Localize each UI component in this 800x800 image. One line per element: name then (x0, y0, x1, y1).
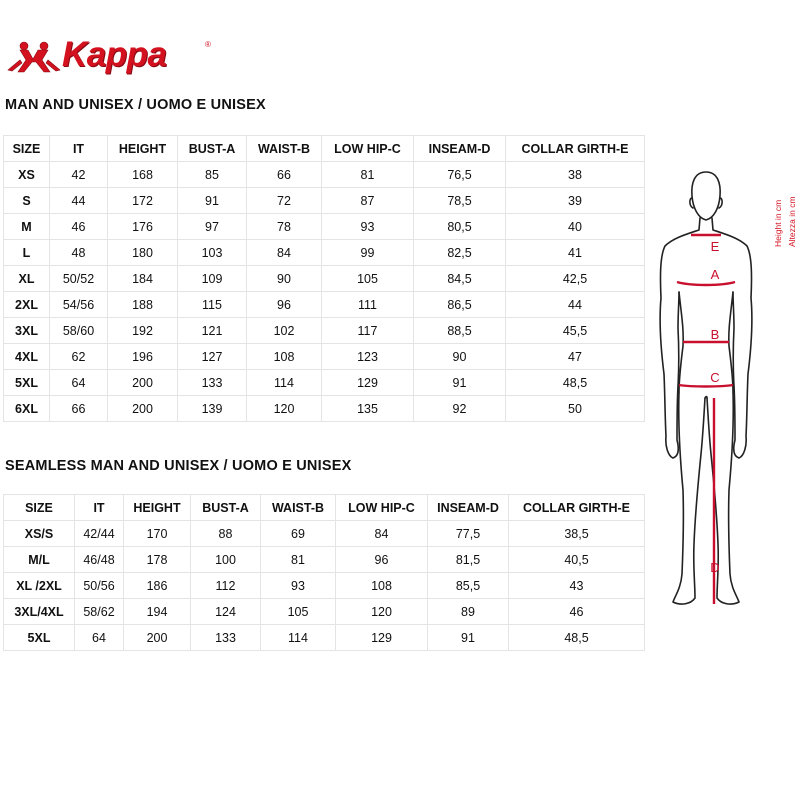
column-header: WAIST-B (261, 495, 336, 521)
table-cell: 69 (261, 521, 336, 547)
table-cell: 99 (322, 240, 414, 266)
table-cell: 112 (191, 573, 261, 599)
table-cell: 102 (247, 318, 322, 344)
table-cell: 85,5 (428, 573, 509, 599)
table-cell: 114 (261, 625, 336, 651)
table-cell: 117 (322, 318, 414, 344)
table-cell: 109 (178, 266, 247, 292)
table-cell: 48 (50, 240, 108, 266)
table-cell: 46/48 (75, 547, 124, 573)
table-cell: 40,5 (509, 547, 645, 573)
table-cell: 93 (322, 214, 414, 240)
label-inseam-d: D (710, 560, 720, 575)
table-row (4, 573, 645, 599)
label-hip-c: C (710, 370, 720, 385)
section-title-seamless: SEAMLESS MAN AND UNISEX / UOMO E UNISEX (5, 458, 352, 474)
table-cell: 196 (108, 344, 178, 370)
table-cell: 44 (506, 292, 645, 318)
table-cell: 133 (178, 370, 247, 396)
table-cell: 91 (178, 188, 247, 214)
table-cell: 84 (336, 521, 428, 547)
column-header: SIZE (4, 136, 50, 162)
column-header: BUST-A (191, 495, 261, 521)
size-cell: 5XL (4, 370, 50, 396)
size-cell: L (4, 240, 50, 266)
label-bust-a: A (710, 267, 720, 282)
size-cell: XL (4, 266, 50, 292)
table-header-row (4, 495, 645, 521)
table-cell: 108 (247, 344, 322, 370)
size-cell: 6XL (4, 396, 50, 422)
table-cell: 78 (247, 214, 322, 240)
table-cell: 81 (322, 162, 414, 188)
table-cell: 42 (50, 162, 108, 188)
column-header: SIZE (4, 495, 75, 521)
table-row (4, 240, 645, 266)
table-row (4, 162, 645, 188)
table-row (4, 547, 645, 573)
column-header: WAIST-B (247, 136, 322, 162)
table-cell: 78,5 (414, 188, 506, 214)
table-cell: 200 (108, 396, 178, 422)
table-cell: 66 (50, 396, 108, 422)
table-cell: 84 (247, 240, 322, 266)
body-measurement-figure (651, 106, 761, 612)
table-cell: 90 (247, 266, 322, 292)
table-cell: 43 (509, 573, 645, 599)
table-cell: 64 (75, 625, 124, 651)
table-cell: 123 (322, 344, 414, 370)
column-header: INSEAM-D (428, 495, 509, 521)
table-cell: 186 (124, 573, 191, 599)
table-cell: 194 (124, 599, 191, 625)
column-header: INSEAM-D (414, 136, 506, 162)
table-cell: 38 (506, 162, 645, 188)
size-table-seamless (3, 494, 645, 651)
table-cell: 90 (414, 344, 506, 370)
section-title-man-unisex: MAN AND UNISEX / UOMO E UNISEX (5, 97, 266, 113)
kappa-logo (6, 35, 211, 78)
table-cell: 103 (178, 240, 247, 266)
table-cell: 82,5 (414, 240, 506, 266)
column-header: HEIGHT (124, 495, 191, 521)
table-cell: 96 (336, 547, 428, 573)
table-cell: 184 (108, 266, 178, 292)
label-waist-b: B (710, 327, 720, 342)
size-cell: 3XL (4, 318, 50, 344)
table-cell: 42,5 (506, 266, 645, 292)
table-cell: 129 (336, 625, 428, 651)
table-cell: 168 (108, 162, 178, 188)
table-cell: 40 (506, 214, 645, 240)
table-cell: 39 (506, 188, 645, 214)
table-cell: 108 (336, 573, 428, 599)
table-body (4, 521, 645, 651)
table-cell: 93 (261, 573, 336, 599)
table-cell: 41 (506, 240, 645, 266)
size-cell: 4XL (4, 344, 50, 370)
table-cell: 111 (322, 292, 414, 318)
table-cell: 62 (50, 344, 108, 370)
table-cell: 91 (428, 625, 509, 651)
table-cell: 58/60 (50, 318, 108, 344)
table-cell: 133 (191, 625, 261, 651)
table-cell: 48,5 (509, 625, 645, 651)
table-cell: 50/56 (75, 573, 124, 599)
table-cell: 115 (178, 292, 247, 318)
table-cell: 172 (108, 188, 178, 214)
size-cell: XS/S (4, 521, 75, 547)
table-cell: 120 (336, 599, 428, 625)
column-header: COLLAR GIRTH-E (506, 136, 645, 162)
table-cell: 54/56 (50, 292, 108, 318)
table-cell: 44 (50, 188, 108, 214)
label-collar-e: E (710, 239, 720, 254)
kappa-omini-icon (6, 40, 62, 74)
column-header: COLLAR GIRTH-E (509, 495, 645, 521)
table-row (4, 396, 645, 422)
column-header: LOW HIP-C (322, 136, 414, 162)
table-cell: 58/62 (75, 599, 124, 625)
table-cell: 120 (247, 396, 322, 422)
table-row (4, 344, 645, 370)
table-cell: 200 (124, 625, 191, 651)
table-cell: 127 (178, 344, 247, 370)
table-cell: 81 (261, 547, 336, 573)
column-header: IT (50, 136, 108, 162)
table-cell: 77,5 (428, 521, 509, 547)
table-cell: 96 (247, 292, 322, 318)
table-cell: 139 (178, 396, 247, 422)
table-cell: 38,5 (509, 521, 645, 547)
table-cell: 45,5 (506, 318, 645, 344)
table-row (4, 625, 645, 651)
table-cell: 192 (108, 318, 178, 344)
table-row (4, 318, 645, 344)
table-cell: 88 (191, 521, 261, 547)
table-cell: 84,5 (414, 266, 506, 292)
table-cell: 42/44 (75, 521, 124, 547)
size-cell: 3XL/4XL (4, 599, 75, 625)
table-cell: 46 (509, 599, 645, 625)
height-label-english: Height in cm (773, 199, 783, 247)
table-header-row (4, 136, 645, 162)
table-cell: 100 (191, 547, 261, 573)
column-header: IT (75, 495, 124, 521)
table-body (4, 162, 645, 422)
table-cell: 86,5 (414, 292, 506, 318)
table-cell: 87 (322, 188, 414, 214)
table-row (4, 292, 645, 318)
table-cell: 85 (178, 162, 247, 188)
table-cell: 176 (108, 214, 178, 240)
table-cell: 50/52 (50, 266, 108, 292)
table-row (4, 188, 645, 214)
table-row (4, 599, 645, 625)
table-cell: 91 (414, 370, 506, 396)
height-label-italian: Altezza in cm (787, 196, 797, 247)
table-cell: 121 (178, 318, 247, 344)
brand-name: Kappa (62, 35, 167, 74)
table-cell: 47 (506, 344, 645, 370)
table-row (4, 214, 645, 240)
table-cell: 105 (322, 266, 414, 292)
table-cell: 188 (108, 292, 178, 318)
table-cell: 114 (247, 370, 322, 396)
column-header: BUST-A (178, 136, 247, 162)
size-table-man-unisex (3, 135, 645, 422)
table-cell: 135 (322, 396, 414, 422)
table-cell: 105 (261, 599, 336, 625)
table-cell: 80,5 (414, 214, 506, 240)
table-cell: 129 (322, 370, 414, 396)
column-header: LOW HIP-C (336, 495, 428, 521)
table-cell: 180 (108, 240, 178, 266)
registered-mark: ® (205, 40, 211, 49)
table-cell: 88,5 (414, 318, 506, 344)
human-body-outline (651, 106, 761, 612)
table-cell: 64 (50, 370, 108, 396)
table-cell: 178 (124, 547, 191, 573)
size-cell: S (4, 188, 50, 214)
table-cell: 92 (414, 396, 506, 422)
size-cell: 2XL (4, 292, 50, 318)
table-row (4, 370, 645, 396)
table-row (4, 266, 645, 292)
table-row (4, 521, 645, 547)
table-cell: 72 (247, 188, 322, 214)
table-cell: 200 (108, 370, 178, 396)
table-cell: 46 (50, 214, 108, 240)
column-header: HEIGHT (108, 136, 178, 162)
size-cell: 5XL (4, 625, 75, 651)
size-cell: XS (4, 162, 50, 188)
table-cell: 89 (428, 599, 509, 625)
table-cell: 66 (247, 162, 322, 188)
table-cell: 170 (124, 521, 191, 547)
table-cell: 124 (191, 599, 261, 625)
size-cell: XL /2XL (4, 573, 75, 599)
size-cell: M (4, 214, 50, 240)
table-cell: 76,5 (414, 162, 506, 188)
table-cell: 48,5 (506, 370, 645, 396)
table-cell: 97 (178, 214, 247, 240)
table-cell: 50 (506, 396, 645, 422)
size-cell: M/L (4, 547, 75, 573)
table-cell: 81,5 (428, 547, 509, 573)
